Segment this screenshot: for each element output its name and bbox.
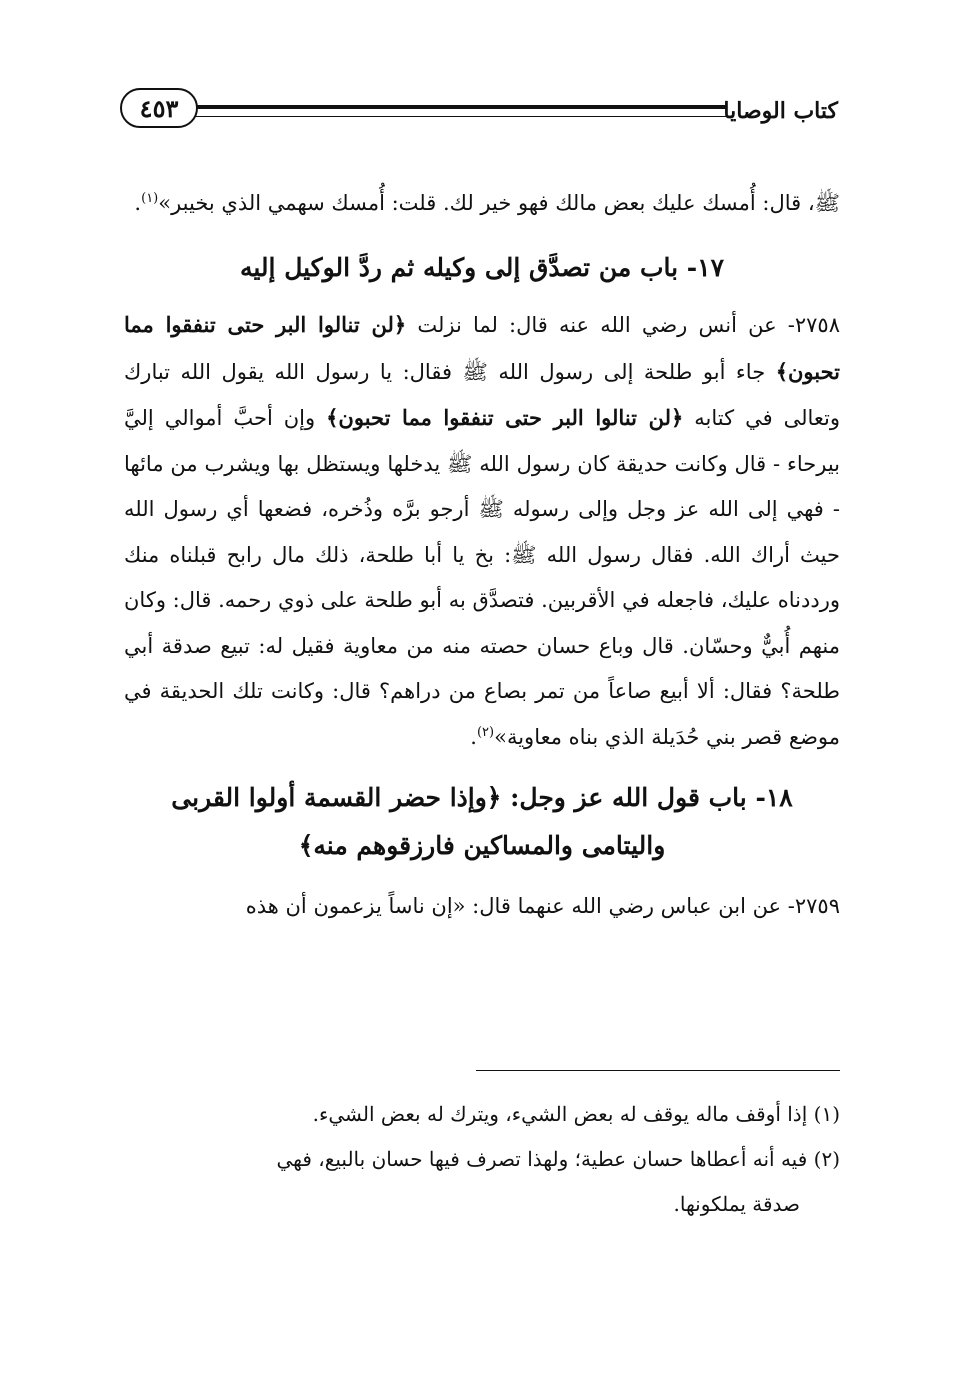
footnote-ref: (١) — [141, 191, 159, 206]
hadith-2758 — [124, 302, 840, 760]
page-body — [124, 180, 840, 930]
chapter-heading-line: ١٨- باب قول الله عز وجل: ﴿وإذا حضر القسمة أولوا القربى — [171, 783, 793, 812]
page-header — [118, 88, 838, 138]
hadith-text: وإن أحبَّ أموالي إليَّ بيرحاء - قال وكانت حديقة كان رسول الله ﷺ يدخلها ويستظل بها ويشرب من مائها - فهي إلى الله عز وجل وإلى رسوله ﷺ أرجو برَّه وذُخره، فضعها أي رسول الله حيث أراك الله. فقال رسول الله ﷺ: بخ يا أبا طلحة، ذلك مال رابح قبلناه منك ورددناه عليك، فاجعله في الأقربين. فتصدَّق به أبو طلحة على ذوي رحمه. قال: وكان منهم أُبيٌّ وحسّان. قال وباع حسان حصته منه من معاوية فقيل له: تبيع صدقة أبي طلحة؟ فقال: ألا أبيع صاعاً من تمر بصاع من دراهم؟ قال: وكانت تلك الحديقة في موضع قصر بني حُدَيلة الذي بناه معاوية» — [124, 406, 840, 749]
footnote-text: (٢) فيه أنه أعطاها حسان عطية؛ ولهذا تصرف فيها حسان بالبيع، فهي — [276, 1147, 840, 1171]
footnote-text: صدقة يملكونها. — [673, 1192, 800, 1216]
page-number: ٤٥٣ — [120, 88, 198, 128]
footnote-ref: (٢) — [476, 724, 495, 740]
header-rule — [188, 105, 726, 117]
chapter-heading — [124, 774, 840, 870]
chapter-heading: ١٧- باب من تصدَّق إلى وكيله ثم ردَّ الوكيل إليه — [239, 253, 725, 282]
footnotes — [124, 1092, 840, 1227]
footnote-rule — [476, 1070, 840, 1071]
chapter-heading-line: واليتامى والمساكين فارزقوهم منه﴾ — [298, 831, 666, 860]
quran-verse: ﴿لن تنالوا البر حتى تنفقوا مما تحبون﴾ — [124, 312, 840, 384]
paragraph-end: . — [134, 191, 142, 215]
footnote: (١) إذا أوقف ماله يوقف له بعض الشيء، ويترك له بعض الشيء. — [312, 1102, 840, 1126]
running-title: كتاب الوصايا — [723, 98, 838, 124]
quran-verse: ﴿لن تنالوا البر حتى تنفقوا مما تحبون﴾ — [326, 405, 684, 430]
paragraph-text: ﷺ، قال: أُمسك عليك بعض مالك فهو خير لك. قلت: أُمسك سهمي الذي بخيبر» — [158, 191, 840, 215]
hadith-2759: ٢٧٥٩- عن ابن عباس رضي الله عنهما قال: «إن ناساً يزعمون أن هذه — [245, 894, 840, 918]
paragraph-end: . — [470, 724, 477, 749]
footnote — [124, 1137, 840, 1227]
continued-paragraph — [124, 180, 840, 226]
hadith-text: ٢٧٥٨- عن أنس رضي الله عنه قال: لما نزلت — [406, 313, 840, 337]
hadith-text: جاء أبو طلحة إلى رسول الله ﷺ فقال: يا رسول الله يقول الله تبارك وتعالى في كتابه — [124, 359, 840, 430]
